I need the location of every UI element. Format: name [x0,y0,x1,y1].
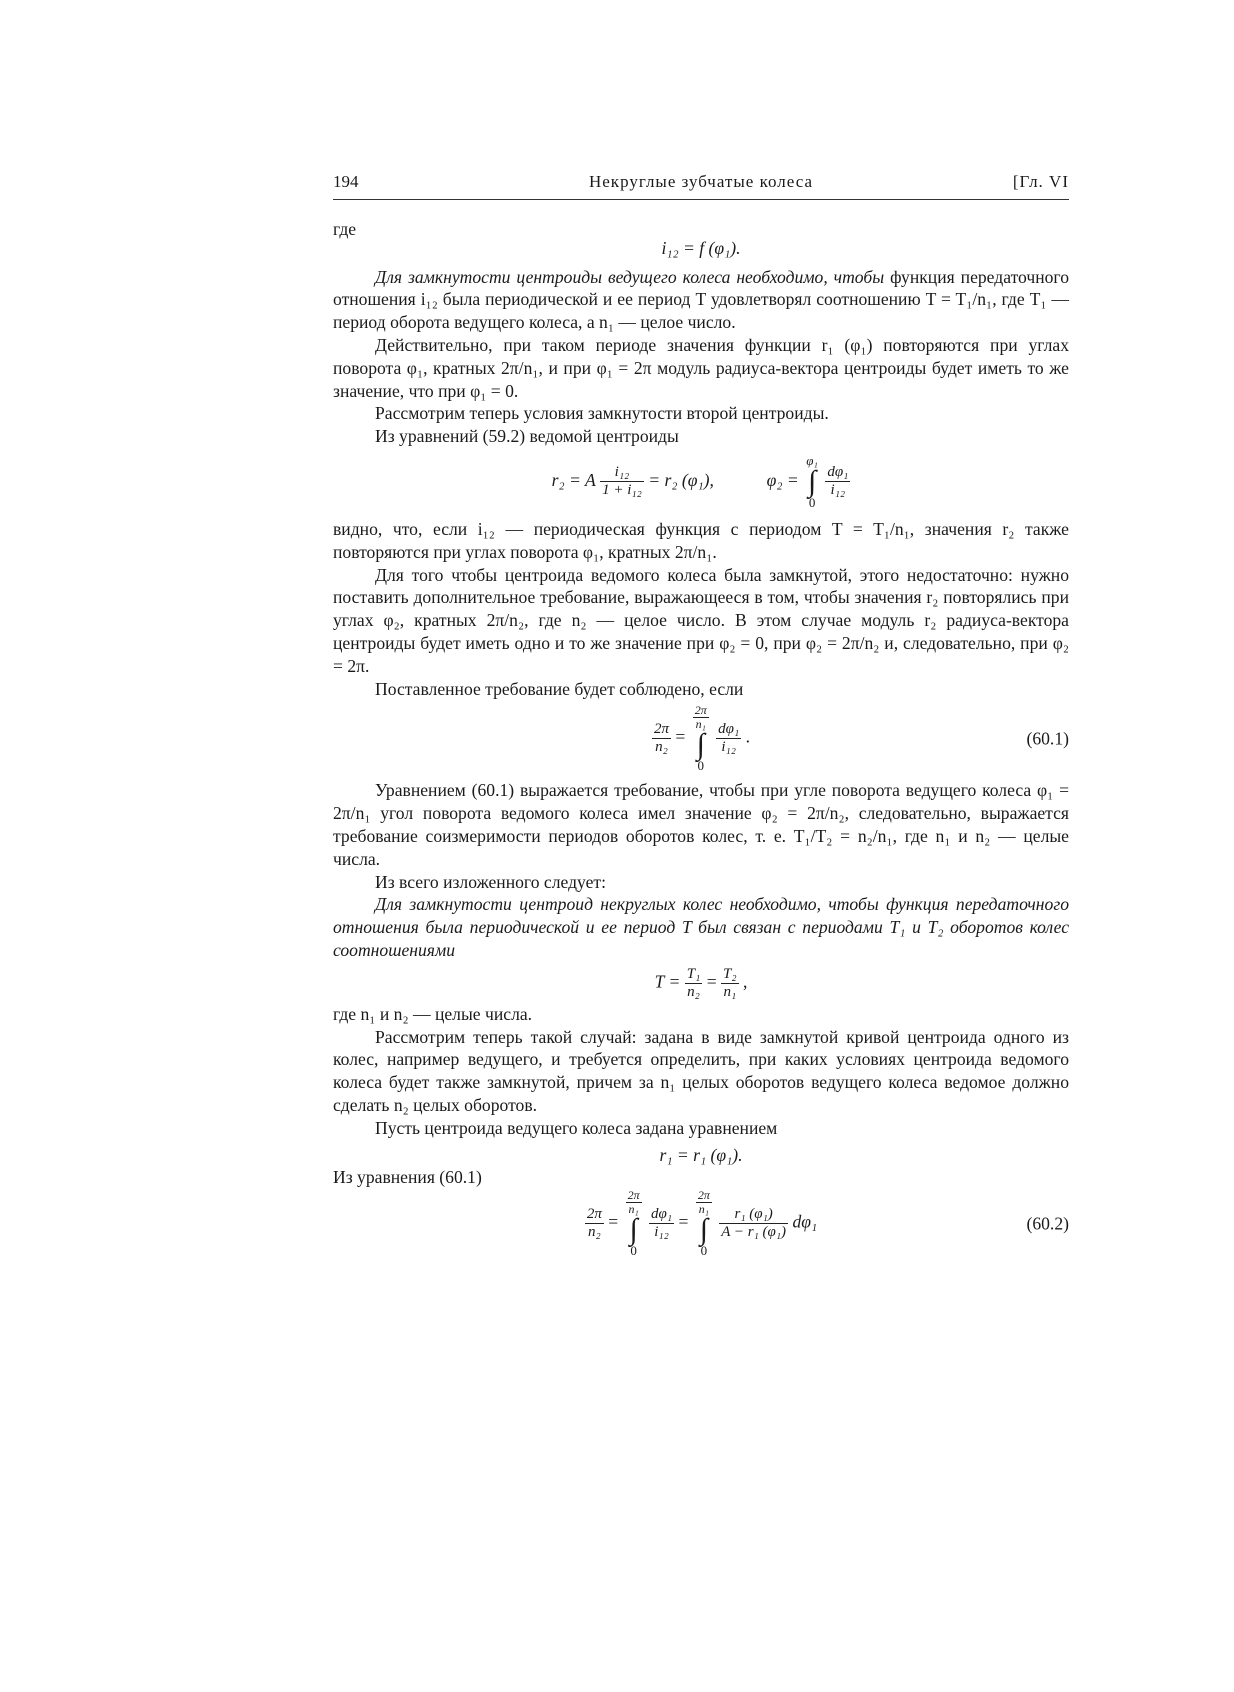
numerator: 2π [586,1206,602,1223]
equation-number: (60.2) [1026,1213,1069,1234]
paragraph: где [333,219,357,239]
denominator: n₂ [588,1224,601,1241]
numerator: dφ₁ [718,721,740,738]
fraction [721,966,739,1001]
numerator: 2π [697,1188,710,1203]
math-text: φ₂ = [766,470,799,491]
equation-period [333,966,1069,1001]
paragraph: Пусть центроида ведущего колеса задана уравнением [375,1117,778,1138]
denominator: A − r₁ (φ₁) [721,1224,787,1241]
paragraph: видно, что, если i₁₂ — периодическая функция с периодом T = T₁/n₁, значения r₂ также повторяются при углах поворота φ₁, кратных 2π/n₁. [333,518,1069,562]
equals-sign: = [678,1211,689,1232]
fraction [585,1206,604,1241]
paragraph: Рассмотрим теперь такой случай: задана в виде замкнутой кривой центроида одного из колес, например ведущего, и требуется определить, при каких условиях центроида ведомого колеса будет также замкнутой, причем за n₁ целых оборотов ведущего колеса ведомое должно сделать n₂ целых оборотов. [333,1026,1069,1115]
denominator: n₁ [723,983,737,1000]
upper-limit [696,1189,712,1216]
denominator: n₂ [687,983,700,1000]
denominator: i₁₂ [830,482,846,499]
paragraph: Из всего изложенного следует: [375,871,606,892]
lower-limit: 0 [700,1243,708,1259]
math-text: = r₂ (φ₁), [648,470,714,491]
upper-limit [693,704,709,731]
integral: φ₁ ∫ 0 [806,452,818,510]
numerator: 2π [694,703,707,718]
math-text: dφ₁ [792,1211,818,1232]
lower-limit: 0 [630,1243,637,1259]
integral: $\frac{2\pi}{\text{n₁}}$ ∫ 0 [627,1188,640,1259]
period: . [745,726,750,747]
fraction [716,721,741,756]
numerator: dφ₁ [651,1206,673,1223]
equation-60-2 [333,1189,1069,1258]
numerator: T₁ [686,965,701,982]
integral: $\frac{2\pi}{\text{n₁}}$ ∫ 0 [694,703,707,774]
numerator: T₂ [723,965,737,982]
fraction [825,464,850,499]
fraction [685,966,703,1001]
chapter-label: [Гл. VI [1012,172,1069,191]
denominator: i₁₂ [721,739,736,756]
fraction [652,721,671,756]
numerator: 2π [653,721,669,738]
paragraph: Для того чтобы центроида ведомого колеса была замкнутой, этого недостаточно: нужно поставить дополнительное требование, выражающееся в том, чтобы значения r₂ повторялись при углах φ₂, кратных 2π/n₂, где n₂ — целое число. В этом случае модуль r₂ радиуса-вектора центроиды будет иметь одно и то же значение при φ₂ = 0, при φ₂ = 2π/n₂ и, следовательно, при φ₂ = 2π. [333,564,1069,676]
upper-limit: φ₁ [806,452,818,468]
numerator: dφ₁ [827,464,849,481]
italic-text: Для замкнутости центроиды ведущего колеса необходимо, чтобы [375,266,885,287]
fraction [600,464,644,499]
paragraph: Поставленное требование будет соблюдено, если [375,678,744,699]
equation-r1: r₁ = r₁ (φ₁). [659,1144,743,1165]
lower-limit: 0 [697,758,704,774]
math-text: T = [654,971,681,992]
denominator: n₁ [628,1202,639,1217]
running-title: Некруглые зубчатые колеса [588,172,814,191]
header-rule [333,199,1069,200]
equation-i12: i₁₂ = f (φ₁). [661,237,741,258]
numerator: r₁ (φ₁) [719,1206,788,1224]
comma: , [743,971,748,992]
denominator: n₁ [698,1202,709,1217]
equals-sign: = [675,726,686,747]
fraction [719,1206,788,1241]
equation-number: (60.1) [1026,728,1069,749]
paragraph [333,266,1069,334]
page-body [333,218,1069,1258]
equation-59-2 [333,454,1069,510]
integral: $\frac{2\pi}{\text{n₁}}$ ∫ 0 [697,1188,710,1259]
denominator: n₂ [655,739,668,756]
denominator: 1 + i₁₂ [602,482,642,499]
paragraph: Из уравнений (59.2) ведомой центроиды [375,426,679,447]
upper-limit [626,1189,642,1216]
paragraph: Из уравнения (60.1) [333,1167,482,1188]
paragraph: Уравнением (60.1) выражается требование, чтобы при угле поворота ведущего колеса φ₁ = 2π/n₁ угол поворота ведомого колеса имел значение φ₂ = 2π/n₂, следовательно, выражается требование соизмеримости периодов оборотов колес, т. е. T₁/T₂ = n₂/n₁, где n₁ и n₂ — целые числа. [333,780,1069,869]
equals-sign: = [706,971,717,992]
numerator: 2π [627,1188,640,1203]
fraction [649,1206,674,1241]
paragraph: Для замкнутости центроид некруглых колес необходимо, чтобы функция передаточного отношения была периодической и ее период T был связан с периодами T₁ и T₂ оборотов колес соотношениями [333,894,1069,960]
running-header [333,172,1069,196]
paragraph: где n₁ и n₂ — целые числа. [333,1003,533,1024]
equation-60-1 [333,704,1069,773]
numerator: i₁₂ [600,464,644,482]
paragraph: Рассмотрим теперь условия замкнутости второй центроиды. [375,403,829,424]
math-text: r₂ = A [551,470,596,491]
lower-limit: 0 [808,494,816,510]
paragraph: Действительно, при таком периоде значения функции r₁ (φ₁) повторяются при углах поворота φ₁, кратных 2π/n₁, и при φ₁ = 2π модуль радиуса-вектора центроиды будет иметь то же значение, что при φ₁ = 0. [333,334,1069,401]
text: функция передаточного отношения i₁₂ была периодической и ее период T удовлетворял соотношению T = T₁/n₁, где T₁ — период оборота ведущего колеса, а n₁ — целое число. [333,266,1069,333]
denominator: n₁ [695,717,706,732]
page-number: 194 [333,172,359,191]
denominator: i₁₂ [654,1224,669,1241]
equals-sign: = [608,1211,619,1232]
